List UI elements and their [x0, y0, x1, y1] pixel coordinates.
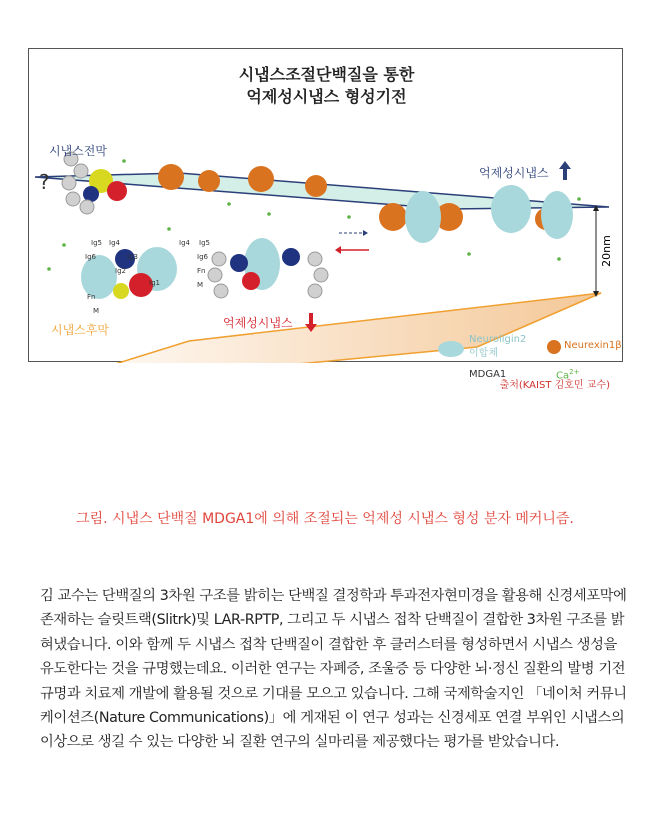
- presynaptic-label: 시냅스전막: [49, 144, 107, 158]
- distance-label: 20nm: [599, 235, 613, 267]
- calcium-sup: 2+: [569, 368, 580, 376]
- domain-label: Ig4: [109, 239, 120, 247]
- question-mark: ?: [39, 170, 50, 194]
- inhibitory-down-label: 억제성시냅스: [223, 316, 293, 330]
- figure-source: 출처(KAIST 김호민 교수): [499, 380, 610, 391]
- domain-label: M: [197, 281, 204, 289]
- legend-mdga1: MDGA1: [469, 369, 507, 380]
- legend-neuroligin: Neuroligin2: [469, 334, 527, 345]
- calcium-text: Ca: [556, 370, 570, 382]
- legend-neuroligin-sub: 이합체: [469, 348, 498, 359]
- domain-label: Ig1: [149, 279, 160, 287]
- up-arrow-icon: [559, 161, 571, 180]
- postsynaptic-label: 시냅스후막: [51, 323, 109, 337]
- legend-neurexin-icon: [547, 340, 561, 354]
- domain-label: Ig5: [91, 239, 102, 247]
- domain-label: Ig2: [115, 267, 126, 275]
- inhibitory-up-label: 억제성시냅스: [479, 166, 549, 180]
- domain-label: Fn: [87, 293, 96, 301]
- domain-label: M: [93, 307, 100, 315]
- domain-label: Ig6: [197, 253, 208, 261]
- legend-neuroligin-icon: [438, 341, 464, 357]
- article-paragraph: 김 교수는 단백질의 3차원 구조를 밝히는 단백질 결정학과 투과전자현미경을 활용해 신경세포막에 존재하는 슬릿트랙(Slitrk)및 LAR-RPTP, 그리고 두 시냅스 접착 단백질이 결합한 3차원 구조를 밝혀냈습니다. 이와 함께 두 시냅스 접착 단백질이 결합한 후 클러스터를 형성하면서 시냅스 생성을 유도한다는 것을 규명했는데요. 이러한 연구는 자폐증, 조울증 등 다양한 뇌·정신 질환의 발병 기전 규명과 치료제 개발에 활용될 것으로 기대를 모으고 있습니다. 그해 국제학술지인 「네이처 커뮤니케이션즈(Nature Communications)」에 게재된 이 연구 성과는 신경세포 연결 부위인 시냅스의 이상으로 생길 수 있는 다양한 뇌 질환 연구의 실마리를 제공했다는 평가를 받았습니다.: [40, 588, 627, 751]
- domain-label: Ig3: [127, 253, 138, 261]
- legend-neurexin: Neurexin1β: [564, 340, 622, 351]
- figure-caption: 그림. 시냅스 단백질 MDGA1에 의해 조절되는 억제성 시냅스 형성 분자 메커니즘.: [76, 511, 574, 527]
- domain-label: Ig4: [179, 239, 190, 247]
- postsynaptic-membrane: [35, 293, 601, 363]
- figure-title-2: 억제성시냅스 형성기전: [246, 87, 407, 106]
- domain-label: Ig5: [199, 239, 210, 247]
- mechanism-figure: [28, 48, 623, 382]
- figure-title-1: 시냅스조절단백질을 통한: [238, 65, 415, 84]
- domain-label: Ig6: [85, 253, 96, 261]
- domain-label: Fn: [197, 267, 206, 275]
